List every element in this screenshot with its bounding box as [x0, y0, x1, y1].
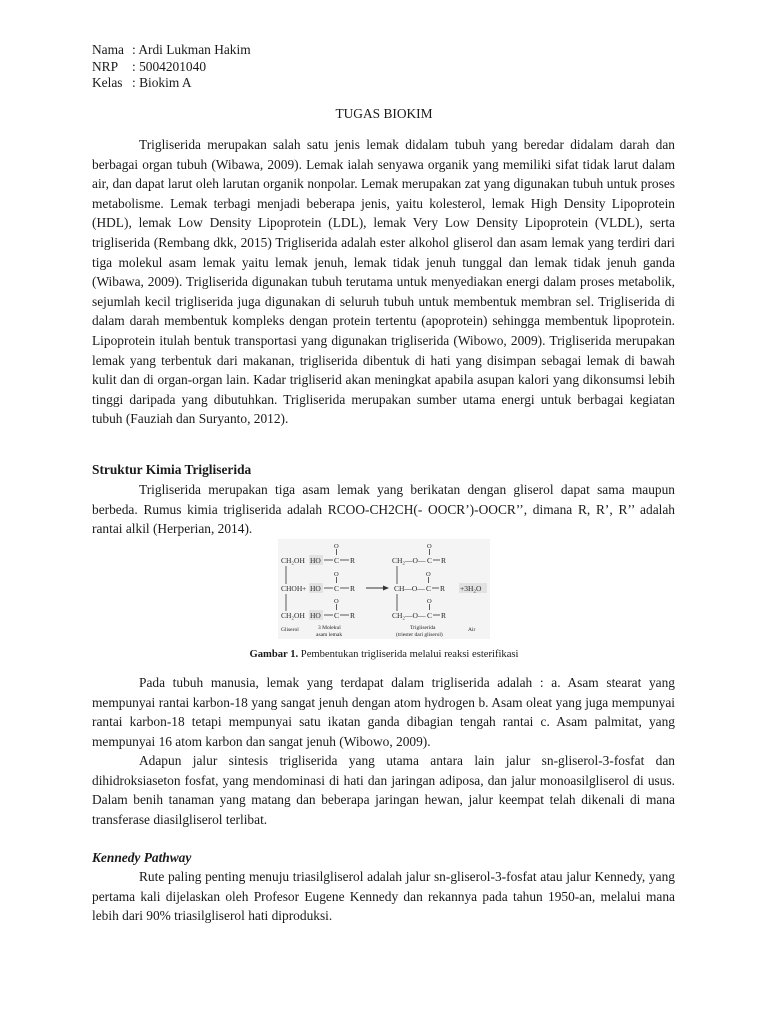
- product-o-2: O: [426, 571, 431, 578]
- product-r-1: R: [441, 556, 447, 565]
- label-triglyceride-2: (triester dari gliserol): [396, 632, 443, 638]
- acid-o-2: O: [334, 571, 339, 578]
- glycerol-row-1: CH₂OH: [281, 556, 305, 565]
- caption-label: Gambar 1.: [249, 649, 299, 660]
- acid-ho-1: HO: [310, 556, 321, 565]
- esterification-figure: [278, 539, 490, 639]
- intro-paragraph: Trigliserida merupakan salah satu jenis lemak didalam tubuh yang beredar didalam darah dan berbagai organ tubuh (Wibawa, 2009). Lemak ialah senyawa organik yang memiliki sifat tidak larut dalam air, dan dapat larut oleh larutan organik nonpolar. Lemak merupakan zat yang digunakan tubuh untuk proses metabolisme. Lemak terbagi menjadi beberapa jenis, yaitu kolesterol, lemak High Density Lipoprotein (HDL), lemak Low Density Lipoprotein (LDL), lemak Very Low Density Lipoprotein (VLDL), serta trigliserida (Rembang dkk, 2015) Trigliserida adalah ester alkohol gliserol dan asam lemak yang terdiri dari tiga molekul asam lemak yaitu lemak jenuh, lemak tidak jenuh tunggal dan lemak tidak jenuh ganda (Wibawa, 2009). Trigliserida digunakan tubuh terutama untuk menyediakan energi dalam proses metabolik, sejumlah kecil trigliserida juga digunakan di seluruh tubuh untuk membentuk membran sel. Trigliserida di dalam darah membentuk kompleks dengan protein tertentu (apoprotein) sehingga membentuk lipoprotein. Lipoprotein itulah bentuk transportasi yang digunakan trigliserida (Wibowo, 2009). Trigliserida merupakan lemak yang terbentuk dari makanan, trigliserida dibentuk di hati yang disimpan sebagai lemak di bawah kulit dan di organ-organ lain. Kadar trigliserid akan meningkat apabila asupan kalori yang dikonsumsi lebih tinggi daripada yang dibutuhkan. Trigliserida merupakan sumber utama energi untuk berbagai kegiatan tubuh (Fauziah dan Suryanto, 2012).: [92, 137, 675, 427]
- acid-c-2: C: [334, 584, 340, 593]
- product-row-1: CH₂—O—: [392, 556, 426, 565]
- glycerol-row-2: CHOH: [281, 584, 303, 593]
- section-heading-structure: Struktur Kimia Trigliserida: [92, 462, 252, 477]
- product-r-2: R: [440, 584, 446, 593]
- water-term: +3H₂O: [460, 584, 482, 593]
- plus-sign-1: +: [302, 584, 307, 593]
- acid-r-1: R: [350, 556, 356, 565]
- label-fatty-acid-1: 3 Molekul: [318, 625, 341, 631]
- structure-paragraph: Trigliserida merupakan tiga asam lemak yang berikatan dengan gliserol dapat sama maupun berbeda. Rumus kimia trigliserida adalah RCOO-CH2CH(- OOCR’)-OOCR’’, dimana R, R’, R’’ adalah rantai alkil (Herperian, 2014).: [92, 482, 675, 537]
- acid-c-3: C: [334, 611, 340, 620]
- kennedy-paragraph: Rute paling penting menuju triasilgliserol adalah jalur sn-gliserol-3-fosfat atau jalur Kennedy, yang pertama kali dijelaskan oleh Profesor Eugene Kennedy dan rekannya pada tahun 1950-an, melalui mana lebih dari 90% triasilgliserol hati diproduksi.: [92, 869, 675, 924]
- label-glycerol: Gliserol: [281, 627, 299, 633]
- document-title: TUGAS BIOKIM: [335, 106, 433, 121]
- acid-ho-3: HO: [310, 611, 321, 620]
- fat-types-paragraph: Pada tubuh manusia, lemak yang terdapat dalam trigliserida adalah : a. Asam stearat yang mempunyai rantai karbon-18 yang sangat jenuh dengan atom hydrogen b. Asam oleat yang juga mempunyai rantai karbon-18 tetapi mempunyai satu ikatan ganda dibagian tengah rantai c. Asam palmitat, yang mempunyai 16 atom karbon dan sangat jenuh (Wibowo, 2009).: [92, 675, 675, 749]
- class-row: [92, 75, 251, 92]
- acid-o-1: O: [334, 543, 339, 550]
- acid-ho-2: HO: [310, 584, 321, 593]
- nrp-value: : 5004201040: [132, 58, 207, 74]
- product-row-2: CH—O—: [394, 584, 425, 593]
- acid-o-3: O: [334, 598, 339, 605]
- product-o-1: O: [427, 543, 432, 550]
- nrp-row: [92, 59, 251, 76]
- label-water: Air: [468, 627, 476, 633]
- student-info: [92, 42, 251, 92]
- synthesis-paragraph: Adapun jalur sintesis trigliserida yang utama antara lain jalur sn-gliserol-3-fosfat dan dihidroksiaseton fosfat, yang mendominasi di hati dan jaringan adiposa, dan jalur monoasilgliserol di usus. Dalam benih tanaman yang matang dan beberapa jaringan hewan, jalur keempat telah dikenali di mana transferase diasilgliserol terlibat.: [92, 753, 675, 827]
- acid-r-2: R: [350, 584, 356, 593]
- product-row-3: CH₂—O—: [392, 611, 426, 620]
- name-row: [92, 42, 251, 59]
- class-value: : Biokim A: [132, 75, 192, 90]
- product-o-3: O: [427, 598, 432, 605]
- name-value: : Ardi Lukman Hakim: [132, 42, 251, 57]
- product-r-3: R: [441, 611, 447, 620]
- section-heading-kennedy: Kennedy Pathway: [92, 850, 192, 865]
- name-label: Nama: [92, 42, 124, 57]
- class-label: Kelas: [92, 75, 123, 90]
- esterification-diagram: [278, 539, 490, 639]
- label-fatty-acid-2: asam lemak: [316, 632, 343, 638]
- product-c-3: C: [427, 611, 433, 620]
- product-c-1: C: [427, 556, 433, 565]
- acid-c-1: C: [334, 556, 340, 565]
- label-triglyceride-1: Trigliserida: [410, 625, 436, 631]
- figure-caption: [0, 645, 768, 665]
- caption-text: Pembentukan trigliserida melalui reaksi esterifikasi: [298, 649, 519, 660]
- acid-r-3: R: [350, 611, 356, 620]
- nrp-label: NRP: [92, 58, 119, 74]
- product-c-2: C: [426, 584, 432, 593]
- glycerol-row-3: CH₂OH: [281, 611, 305, 620]
